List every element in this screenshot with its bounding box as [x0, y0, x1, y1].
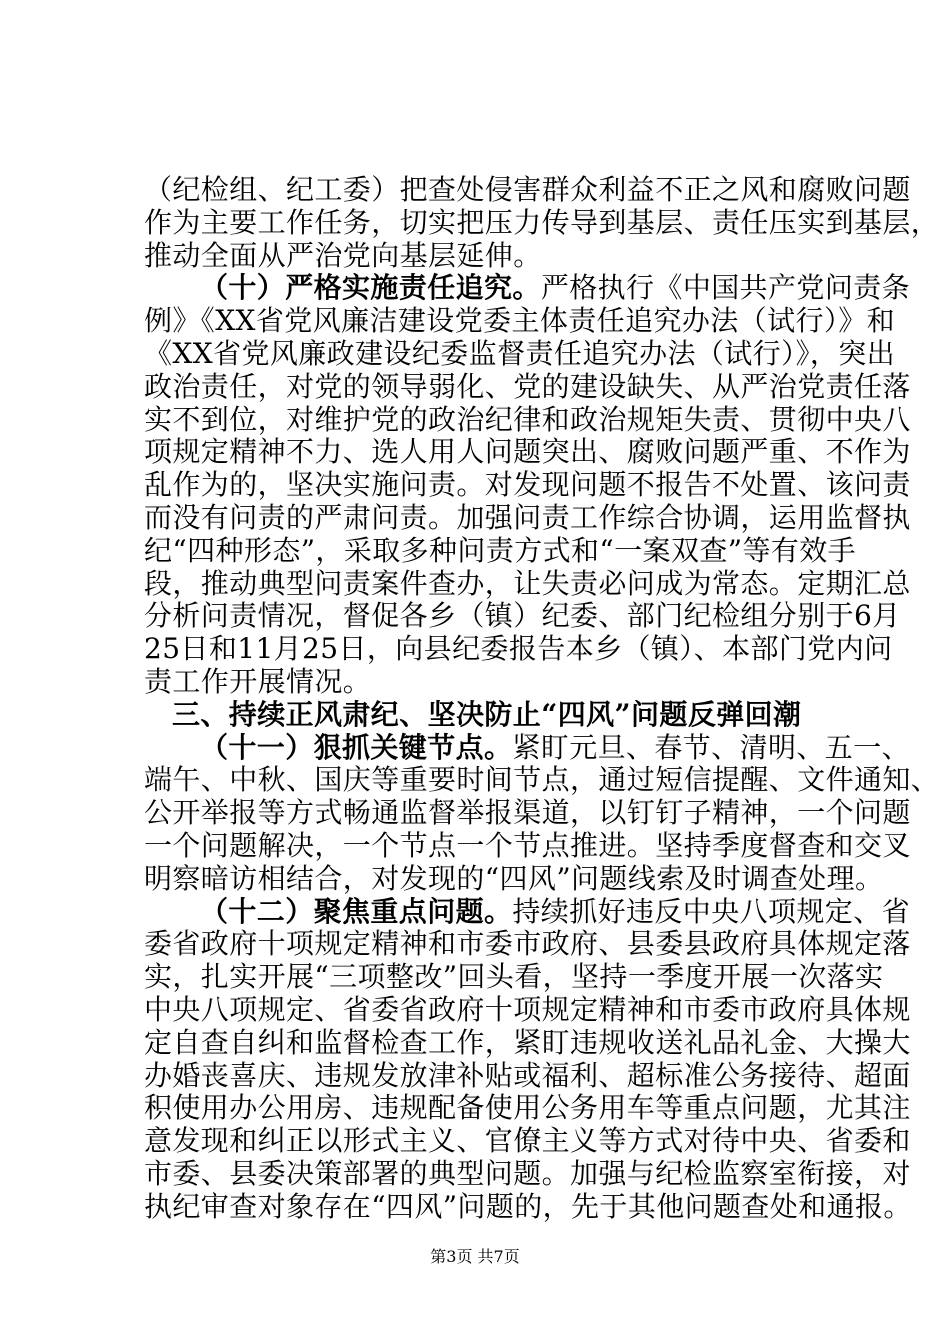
- text-line: 项规定精神不力、选人用人问题突出、腐败问题严重、不作为: [144, 435, 911, 469]
- text-line: 25日和11月25日，向县纪委报告本乡（镇）、本部门党内问: [144, 632, 893, 666]
- page-number: 第3页 共7页: [430, 1247, 520, 1266]
- text-line: 中央八项规定、省委省政府十项规定精神和市委市政府具体规: [144, 992, 911, 1026]
- text-line: 例》《XX省党风廉洁建设党委主体责任追究办法（试行）》和: [144, 304, 896, 338]
- item-12-text: 持续抓好违反中央八项规定、省: [512, 894, 911, 928]
- text-line: 《XX省党风廉政建设纪委监督责任追究办法（试行）》，突出: [144, 336, 896, 370]
- text-line: 纪“四种形态”，采取多种问责方式和“一案双查”等有效手: [144, 533, 857, 567]
- text-line: 分析问责情况，督促各乡（镇）纪委、部门纪检组分别于6月: [144, 599, 901, 633]
- text-line: 作为主要工作任务，切实把压力传导到基层、责任压实到基层，: [144, 205, 940, 239]
- page-footer: [0, 1244, 950, 1267]
- text-line: 政治责任，对党的领导弱化、党的建设缺失、从严治党责任落: [144, 369, 911, 403]
- text-line: 意发现和纠正以形式主义、官僚主义等方式对待中央、省委和: [144, 1124, 911, 1158]
- item-10-title: （十）严格实施责任追究。: [200, 271, 541, 305]
- text-line: 一个问题解决，一个节点一个节点推进。坚持季度督查和交叉: [144, 828, 911, 862]
- item-11-first-line: [144, 730, 911, 765]
- item-11-text: 紧盯元旦、春节、清明、五一、: [512, 730, 911, 764]
- item-12-title: （十二）聚焦重点问题。: [200, 894, 513, 928]
- text-line: （纪检组、纪工委）把查处侵害群众利益不正之风和腐败问题: [144, 173, 911, 206]
- text-line: 积使用办公用房、违规配备使用公务用车等重点问题，尤其注: [144, 1091, 911, 1125]
- section-3-heading: 三、持续正风肃纪、坚决防止“四风”问题反弹回潮: [172, 697, 802, 731]
- item-11-title: （十一）狠抓关键节点。: [200, 730, 513, 764]
- item-10-first-line: [144, 271, 911, 305]
- text-line: 推动全面从严治党向基层延伸。: [144, 238, 542, 272]
- text-line: 端午、中秋、国庆等重要时间节点，通过短信提醒、文件通知、: [144, 763, 940, 797]
- text-line: 而没有问责的严肃问责。加强问责工作综合协调，运用监督执: [144, 500, 911, 534]
- document-body: [144, 173, 940, 1224]
- text-line: 定自查自纠和监督检查工作，紧盯违规收送礼品礼金、大操大: [144, 1025, 911, 1059]
- text-line: 实不到位，对维护党的政治纪律和政治规矩失责、贯彻中央八: [144, 402, 911, 436]
- text-line: 乱作为的，坚决实施问责。对发现问题不报告不处置、该问责: [144, 468, 911, 502]
- text-line: 公开举报等方式畅通监督举报渠道，以钉钉子精神，一个问题: [144, 796, 911, 830]
- item-10-text: 严格执行《中国共产党问责条: [540, 271, 911, 305]
- text-line: 段，推动典型问责案件查办，让失责必问成为常态。定期汇总: [144, 566, 911, 600]
- text-line: 责工作开展情况。: [144, 664, 372, 698]
- text-line: 市委、县委决策部署的典型问题。加强与纪检监察室衔接，对: [144, 1156, 911, 1190]
- text-line: 执纪审查对象存在“四风”问题的，先于其他问题查处和通报。: [144, 1189, 912, 1223]
- text-line: 委省政府十项规定精神和市委市政府、县委县政府具体规定落: [144, 927, 911, 961]
- item-12-first-line: [144, 894, 911, 929]
- text-line: 明察暗访相结合，对发现的“四风”问题线索及时调查处理。: [144, 861, 884, 895]
- text-line: 办婚丧喜庆、违规发放津补贴或福利、超标准公务接待、超面: [144, 1058, 911, 1092]
- text-line: 实，扎实开展“三项整改”回头看，坚持一季度开展一次落实: [144, 960, 884, 994]
